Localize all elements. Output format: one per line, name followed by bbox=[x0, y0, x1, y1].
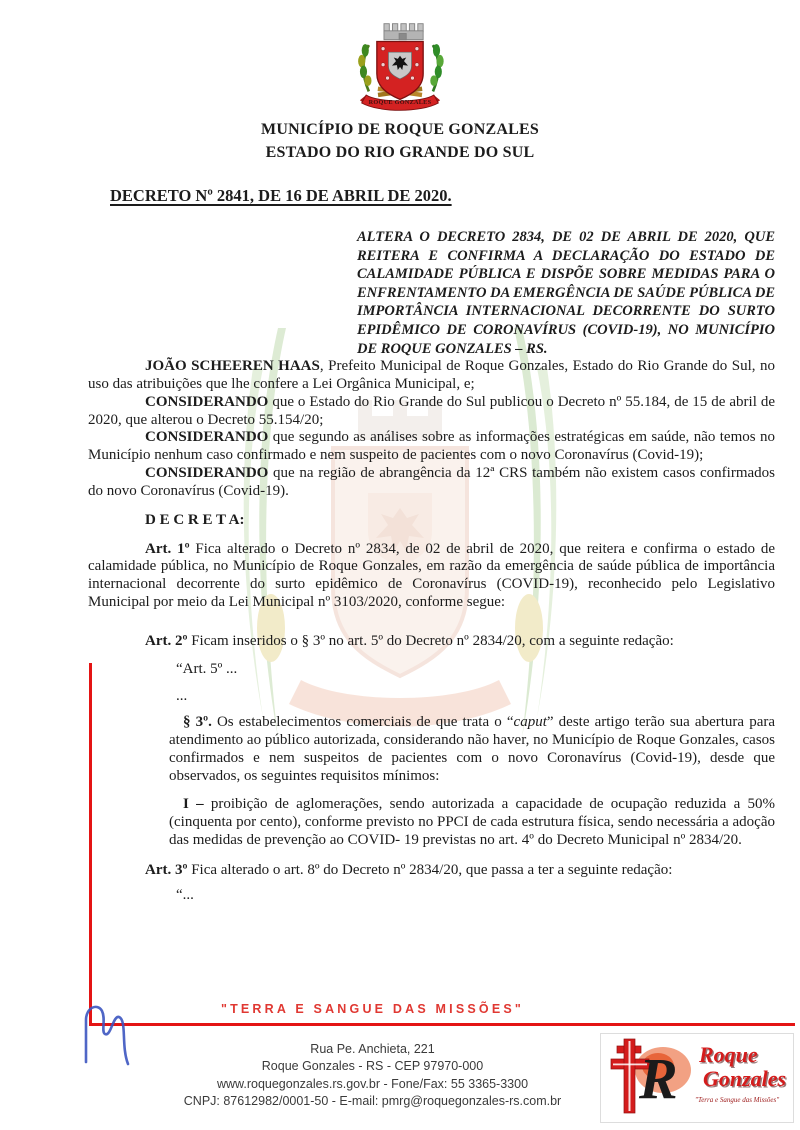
article-3 bbox=[88, 862, 775, 880]
red-margin-line bbox=[89, 663, 92, 1026]
municipal-logo bbox=[600, 1033, 794, 1123]
preamble-paragraph bbox=[88, 358, 775, 394]
caput-italic: caput bbox=[513, 714, 547, 731]
paragraph-lead: CONSIDERANDO bbox=[145, 464, 269, 481]
paragraph-text: Os estabelecimentos comerciais de que trata o “ bbox=[211, 714, 514, 731]
decree-title: DECRETO Nº 2841, DE 16 DE ABRIL DE 2020. bbox=[110, 186, 452, 205]
item-lead: I – bbox=[183, 796, 204, 813]
logo-tagline: "Terra e Sangue das Missões" bbox=[695, 1096, 780, 1104]
paragraph-lead: CONSIDERANDO bbox=[145, 429, 269, 446]
decree-title-line bbox=[110, 186, 775, 206]
preamble-paragraph bbox=[88, 465, 775, 501]
paragraph-text: que segundo as análises sobre as informações estratégicas em saúde, não temos no Município nenhum caso confirmado e nem suspeito de pacientes com o novo Coronavírus (Covid-19); bbox=[88, 429, 775, 464]
article-text: Ficam inseridos o § 3º no art. 5º do Decreto nº 2834/20, com a seguinte redação: bbox=[187, 632, 674, 649]
state-name: ESTADO DO RIO GRANDE DO SUL bbox=[265, 144, 535, 161]
logo-name-line2: Gonzales bbox=[703, 1066, 787, 1091]
address-line: CNPJ: 87612982/0001-50 - E-mail: pmrg@roquegonzales-rs.com.br bbox=[183, 1094, 562, 1109]
slogan: "TERRA E SANGUE DAS MISSÕES" bbox=[220, 1002, 525, 1016]
red-divider-line bbox=[90, 1023, 795, 1026]
address-line: Roque Gonzales - RS - CEP 97970-000 bbox=[261, 1059, 484, 1074]
article-lead: Art. 3º bbox=[145, 861, 188, 878]
article-2 bbox=[88, 633, 775, 651]
decree-ementa: ALTERA O DECRETO 2834, DE 02 DE ABRIL DE 2020, QUE REITERA E CONFIRMA A DECLARAÇÃO DO ESTADO DE CALAMIDADE PÚBLICA E DISPÕE SOBRE MEDIDAS PARA O ENFRENTAMENTO DA EMERGÊNCIA DE SAÚDE PÚBLICA DE IMPORTÂNCIA INTERNACIONAL DECORRENTE DO SURTO EPIDÊMICO DE CORONAVÍRUS (COVID-19), NO MUNICÍPIO DE ROQUE GONZALES – RS. bbox=[357, 229, 775, 357]
svg-text:R: R bbox=[639, 1046, 678, 1111]
footer-address bbox=[60, 1041, 685, 1111]
preamble-paragraph bbox=[88, 429, 775, 465]
item-text: proibição de aglomerações, sendo autorizada a capacidade de ocupação reduzida a 50% (cinquenta por cento), conforme previsto no PPCI de cada estrutura física, sendo necessária a adoção das medidas de prevenção ao COVID- 19 previstas no art. 4º do Decreto Municipal nº 2834/20. bbox=[169, 796, 775, 848]
article-text: Fica alterado o Decreto nº 2834, de 02 de abril de 2020, que reitera e confirma o estado de calamidade pública, no Município de Roque Gonzales, em razão da emergência de saúde pública de importância internacional decorrente do surto epidêmico de Coronavírus (COVID-19), reconhecido pelo Legislativo Municipal por meio da Lei Municipal nº 3103/2020, conforme segue: bbox=[88, 540, 775, 610]
paragraph-text: que na região de abrangência da 12ª CRS também não existem casos confirmados do novo Coronavírus (Covid-19). bbox=[88, 464, 775, 499]
paragraph-text: , Prefeito Municipal de Roque Gonzales, Estado do Rio Grande do Sul, no uso das atribuições que lhe confere a Lei Orgânica Municipal, e; bbox=[88, 358, 775, 392]
article-1 bbox=[88, 541, 775, 612]
logo-cross-and-r-icon bbox=[603, 1036, 703, 1118]
municipal-coat-of-arms bbox=[342, 13, 458, 111]
crest-banner-text: ROQUE GONZALES bbox=[368, 98, 432, 106]
decreta-heading: D E C R E T A: bbox=[145, 511, 245, 528]
quoted-article-5: “Art. 5º ... bbox=[176, 660, 238, 677]
article-lead: Art. 2º bbox=[145, 632, 188, 649]
preamble-paragraph bbox=[88, 394, 775, 430]
paragraph-text: que o Estado do Rio Grande do Sul publicou o Decreto nº 55.184, de 15 de abril de 2020, que alterou o Decreto 55.154/20; bbox=[88, 393, 775, 428]
article-text: Fica alterado o art. 8º do Decreto nº 2834/20, que passa a ter a seguinte redação: bbox=[187, 861, 673, 878]
address-line: Rua Pe. Anchieta, 221 bbox=[310, 1042, 435, 1056]
paragraph-3 bbox=[169, 714, 775, 785]
municipality-name: MUNICÍPIO DE ROQUE GONZALES bbox=[261, 121, 539, 138]
item-I bbox=[169, 796, 775, 849]
quoted-open-ellipsis: “... bbox=[176, 887, 194, 904]
paragraph-text: ” deste artigo terão sua abertura para atendimento ao público autorizada, considerando não haver, no Município de Roque Gonzales, casos confirmados e nem suspeitos de pacientes com o novo Coronavírus (Covid-19), desde que observados, os seguintes requisitos mínimos: bbox=[169, 714, 775, 784]
quoted-ellipsis: ... bbox=[176, 688, 188, 705]
paragraph-lead: CONSIDERANDO bbox=[145, 393, 269, 410]
decree-body bbox=[0, 186, 800, 905]
article-lead: Art. 1º bbox=[145, 540, 190, 557]
paragraph-lead: § 3º. bbox=[183, 714, 212, 731]
paragraph-lead: JOÃO SCHEEREN HAAS bbox=[145, 358, 320, 375]
logo-name-line1: Roque bbox=[699, 1042, 758, 1067]
address-line: www.roquegonzales.rs.gov.br - Fone/Fax: 55 3365-3300 bbox=[216, 1076, 529, 1091]
